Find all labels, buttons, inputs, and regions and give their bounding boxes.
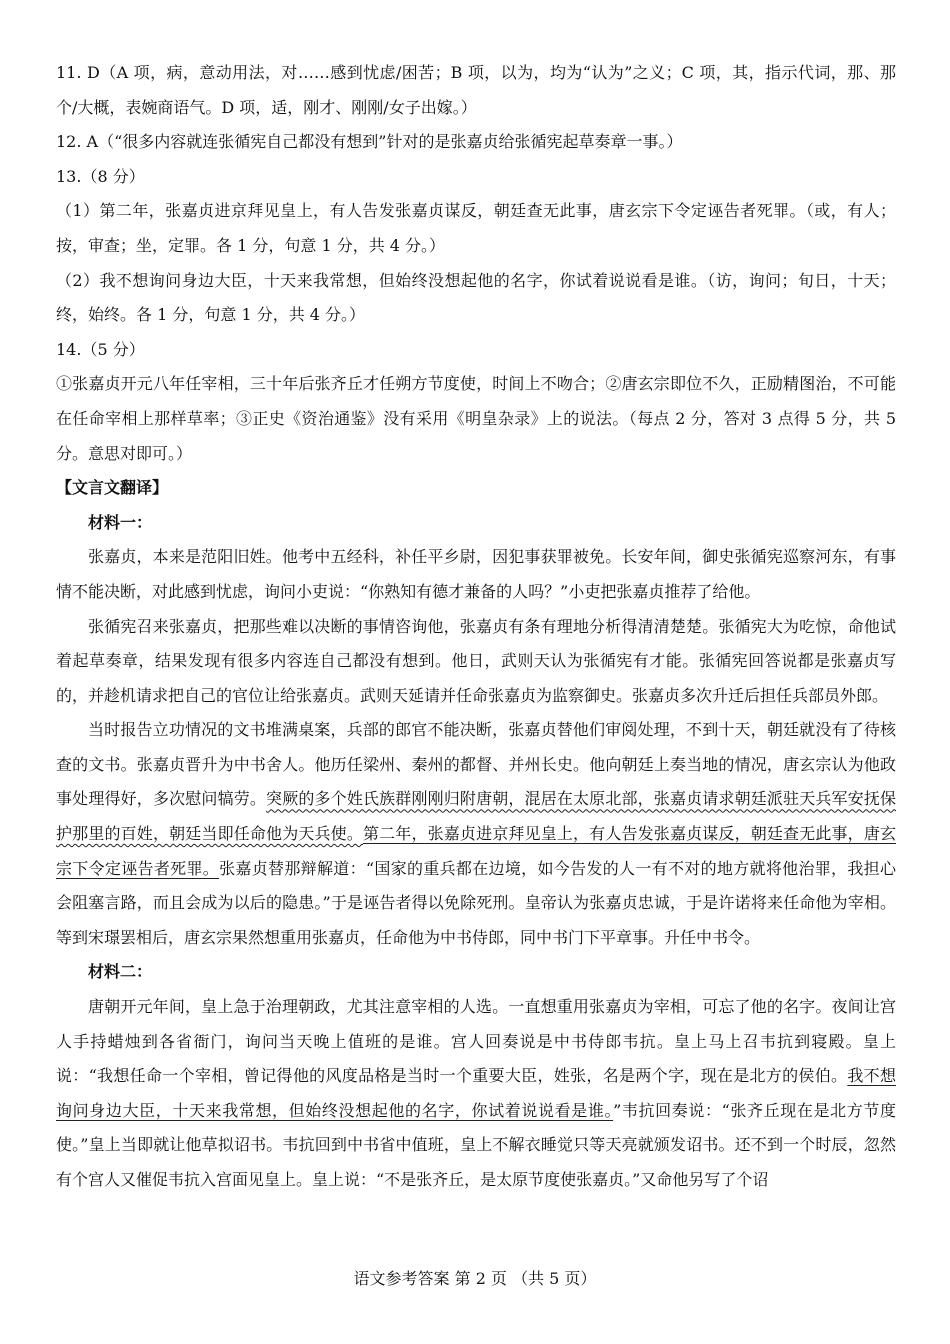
material-two-paragraph-1	[56, 990, 896, 1198]
underlined-sentence-2: 我不想询问身边大臣，十天来我常想，但始终没想起他的名字，你试着说说看是谁。	[56, 1066, 896, 1120]
material-one-paragraph-3	[56, 713, 896, 955]
translation-title: 【文言文翻译】	[56, 478, 169, 498]
answer-12: 12. A（“很多内容就连张循宪自己都没有想到”针对的是张嘉贞给张循宪起草奏章一事。）	[56, 132, 683, 152]
answer-11: 11. D（A 项，病，意动用法，对……感到忧虑/困苦；B 项，以为，均为“认为”之义；C 项，其，指示代词，那、那个/大概，表婉商语气。D 项，适，刚才、刚刚/女子出嫁。）	[56, 63, 896, 117]
page-footer: 语文参考答案 第 2 页 （共 5 页）	[353, 1269, 597, 1288]
material-one-label: 材料一：	[88, 512, 153, 532]
wavy-underlined-sentence: 突厥的多个姓氏族群刚刚归附唐朝，混居在太原北部，张嘉贞请求朝廷派驻天兵军安抚保护那里的百姓，朝廷当即任命他为天兵使。	[56, 789, 896, 844]
answer-14-body: ①张嘉贞开元八年任宰相，三十年后张齐丘才任朔方节度使，时间上不吻合；②唐玄宗即位不久，正励精图治，不可能在任命宰相上那样草率；③正史《资治通鉴》没有采用《明皇杂录》上的说法。（每点 2 分，答对 3 点得 5 分，共 5 分。意思对即可。）	[56, 374, 896, 463]
material-two-text-a: 唐朝开元年间，皇上急于治理朝政，尤其注意宰相的人选。一直想重用张嘉贞为宰相，可忘了他的名字。夜间让宫人手持蜡烛到各省衙门，询问当天晚上值班的是谁。宫人回奏说是中书侍郎韦抗。皇上马上召韦抗到寝殿。皇上说：“我想任命一个宰相，曾记得他的风度品格是当时一个重要大臣，姓张，名是两个字，现在是北方的侯伯。	[56, 997, 896, 1086]
paragraph-3-text-a: 当时报告立功情况的文书堆满桌案，兵部的郎官不能决断，张嘉贞替他们审阅处理，不到十天，朝廷就没有了待核查的文书。张嘉贞晋升为中书舍人。他历任梁州、秦州的都督、并州长史。他向朝廷上奏当地的情况，唐玄宗认为他政事处理得好，多次慰问犒劳。	[56, 720, 896, 809]
answer-13-part-1: （1）第二年，张嘉贞进京拜见皇上，有人告发张嘉贞谋反，朝廷查无此事，唐玄宗下令定诬告者死罪。（或，有人；按，审查；坐，定罪。各 1 分，句意 1 分，共 4 分。）	[56, 201, 896, 255]
material-one-paragraph-1: 张嘉贞，本来是范阳旧姓。他考中五经科，补任平乡尉，因犯事获罪被免。长安年间，御史张循宪巡察河东，有事情不能决断，对此感到忧虑，询问小吏说：“你熟知有德才兼备的人吗？”小吏把张嘉贞推荐了给他。	[56, 547, 896, 601]
material-two-text-b: ”韦抗回奏说：“张齐丘现在是北方节度使。”皇上当即就让他草拟诏书。韦抗回到中书省中值班，皇上不解衣睡觉只等天亮就颁发诏书。还不到一个时辰，忽然有个宫人又催促韦抗入宫面见皇上。皇上说：“不是张齐丘，是太原节度使张嘉贞。”又命他另写了个诏	[56, 1100, 896, 1189]
answer-13-part-2: （2）我不想询问身边大臣，十天来我常想，但始终没想起他的名字，你试着说说看是谁。（访，询问；旬日，十天；终，始终。各 1 分，句意 1 分，共 4 分。）	[56, 270, 896, 325]
answer-14-heading: 14.（5 分）	[56, 339, 145, 359]
answer-13-heading: 13.（8 分）	[56, 166, 145, 186]
paragraph-3-text-b: 张嘉贞替那辩解道：“国家的重兵都在边境，如今告发的人一有不对的地方就将他治罪，我担心会阻塞言路，而且会成为以后的隐患。”于是诬告者得以免除死刑。皇帝认为张嘉贞忠诚，于是许诺将来任命他为宰相。等到宋璟罢相后，唐玄宗果然想重用张嘉贞，任命他为中书侍郎，同中书门下平章事。升任中书令。	[56, 858, 896, 947]
answer-page	[56, 56, 896, 1198]
underlined-sentence-1: 第二年，张嘉贞进京拜见皇上，有人告发张嘉贞谋反，朝廷查无此事，唐玄宗下令定诬告者死罪。	[56, 824, 896, 878]
material-one-paragraph-2: 张循宪召来张嘉贞，把那些难以决断的事情咨询他，张嘉贞有条有理地分析得清清楚楚。张循宪大为吃惊，命他试着起草奏章，结果发现有很多内容连自己都没有想到。他日，武则天认为张循宪有才能。张循宪回答说都是张嘉贞写的，并趁机请求把自己的官位让给张嘉贞。武则天延请并任命张嘉贞为监察御史。张嘉贞多次升迁后担任兵部员外郎。	[56, 616, 896, 705]
material-two-label: 材料二：	[88, 962, 153, 982]
